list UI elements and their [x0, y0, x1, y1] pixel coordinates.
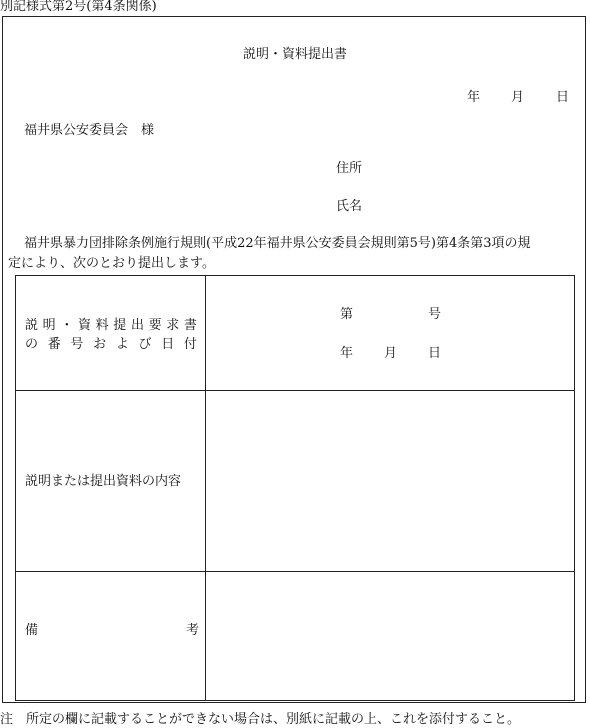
request-number-date-label-line2	[25, 338, 197, 351]
name-label: 氏名	[336, 199, 363, 214]
label-char: 付	[183, 337, 197, 352]
document-title: 説明・資料提出書	[242, 47, 347, 62]
label-char: 番	[47, 337, 61, 352]
remarks-field[interactable]	[206, 572, 574, 700]
request-number-prefix: 第	[340, 307, 354, 322]
request-number-suffix: 号	[428, 307, 442, 322]
day-label: 日	[556, 90, 570, 105]
submission-table	[15, 275, 575, 701]
address-label: 住所	[336, 161, 363, 176]
request-month-label: 月	[384, 346, 398, 361]
label-char: 号	[70, 337, 84, 352]
label-char: ・	[60, 318, 74, 333]
label-char: 明	[42, 318, 56, 333]
label-char: 出	[130, 318, 144, 333]
label-char: よ	[115, 337, 129, 352]
addressee: 福井県公安委員会 様	[24, 123, 155, 138]
label-char: 日	[161, 337, 175, 352]
label-char: び	[138, 337, 152, 352]
content-field[interactable]	[206, 391, 574, 570]
footnote: 注 所定の欄に記載することができない場合は、別紙に記載の上、これを添付すること。	[0, 712, 521, 727]
remarks-label-right: 考	[186, 623, 200, 638]
label-char: 書	[183, 318, 197, 333]
request-day-label: 日	[428, 346, 442, 361]
label-char: 要	[148, 318, 162, 333]
label-char: 説	[25, 318, 39, 333]
month-label: 月	[511, 90, 525, 105]
label-char: 料	[95, 318, 109, 333]
label-char: 提	[113, 318, 127, 333]
year-label: 年	[467, 90, 481, 105]
label-char: 求	[166, 318, 180, 333]
label-char: の	[25, 337, 39, 352]
body-text-line2: 定により、次のとおり提出します。	[8, 256, 215, 271]
label-char: 資	[77, 318, 91, 333]
body-text-line1: 福井県暴力団排除条例施行規則(平成22年福井県公安委員会規則第5号)第4条第3項の規	[24, 236, 531, 251]
remarks-label-left: 備	[25, 623, 39, 638]
content-label: 説明または提出資料の内容	[25, 474, 182, 489]
label-char: お	[93, 337, 107, 352]
request-number-date-label-line1	[25, 319, 197, 332]
request-year-label: 年	[340, 346, 354, 361]
form-header: 別記様式第2号(第4条関係)	[0, 0, 157, 14]
